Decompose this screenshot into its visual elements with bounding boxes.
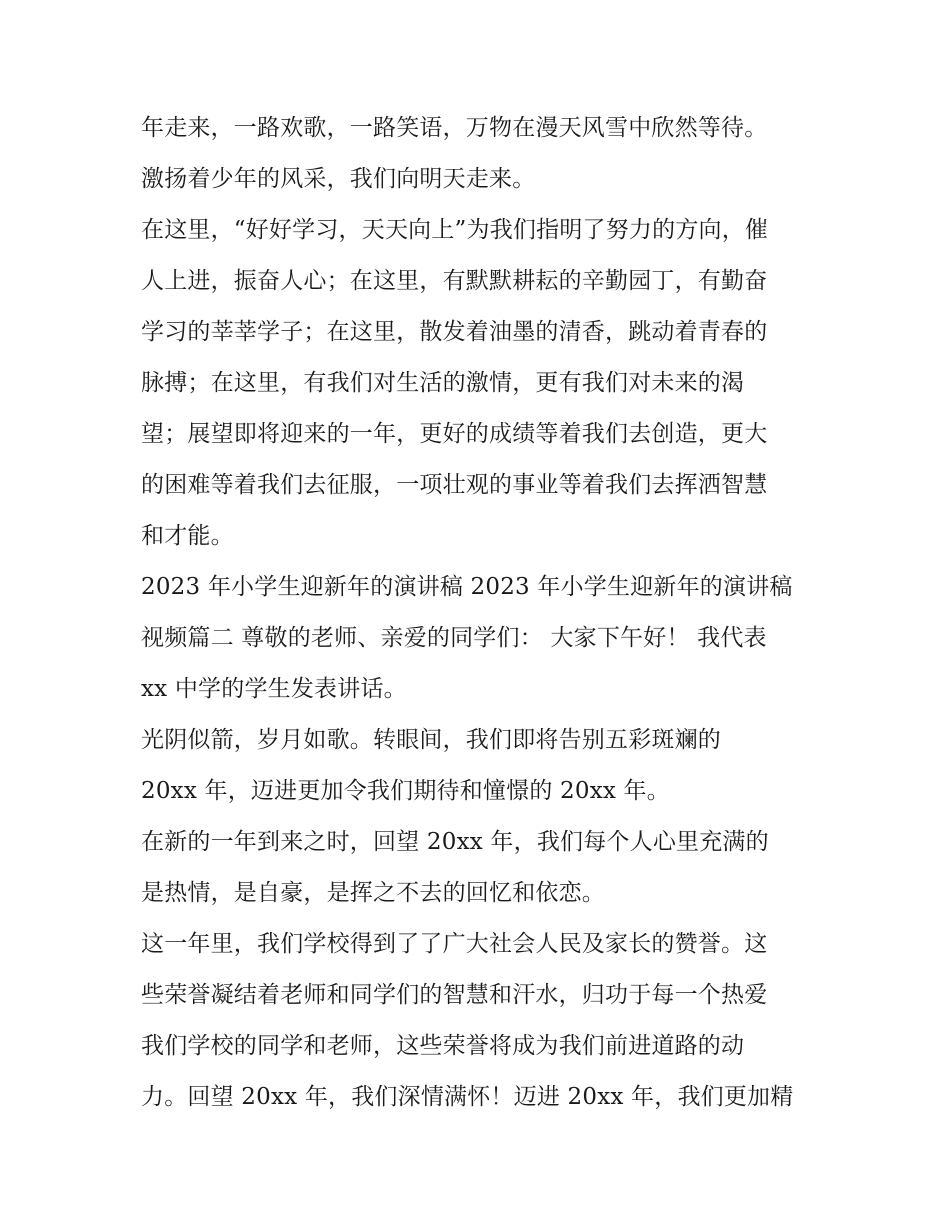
text-line: 是热情，是自豪，是挥之不去的回忆和依恋。: [141, 880, 605, 906]
text-line: 我们学校的同学和老师，这些荣誉将成为我们前进道路的动: [141, 1033, 745, 1059]
text-line: 这一年里，我们学校得到了了广大社会人民及家长的赞誉。这: [141, 931, 768, 957]
text-line: 光阴似箭，岁月如歌。转眼间，我们即将告别五彩斑斓的: [141, 727, 721, 753]
text-line: 视频篇二 尊敬的老师、亲爱的同学们： 大家下午好！ 我代表: [141, 625, 767, 651]
text-line: 力。回望 20xx 年，我们深情满怀！迈进 20xx 年，我们更加精: [141, 1084, 794, 1110]
text-line: 望；展望即将迎来的一年，更好的成绩等着我们去创造，更大: [141, 421, 768, 447]
text-line: 学习的莘莘学子；在这里，散发着油墨的清香，跳动着青春的: [141, 319, 768, 345]
text-line: xx 中学的学生发表讲话。: [141, 676, 407, 702]
text-line: 人上进，振奋人心；在这里，有默默耕耘的辛勤园丁，有勤奋: [141, 268, 768, 294]
text-line: 脉搏；在这里，有我们对生活的激情，更有我们对未来的渴: [141, 370, 745, 396]
text-line: 和才能。: [141, 523, 234, 549]
text-line: 20xx 年，迈进更加令我们期待和憧憬的 20xx 年。: [141, 778, 670, 804]
text-line: 在新的一年到来之时，回望 20xx 年，我们每个人心里充满的: [141, 829, 769, 855]
text-line: 年走来，一路欢歌，一路笑语，万物在漫天风雪中欣然等待。: [141, 115, 768, 141]
text-line: 些荣誉凝结着老师和同学们的智慧和汗水，归功于每一个热爱: [141, 982, 768, 1008]
text-line: 2023 年小学生迎新年的演讲稿 2023 年小学生迎新年的演讲稿: [141, 574, 793, 600]
text-line: 的困难等着我们去征服，一项壮观的事业等着我们去挥洒智慧: [141, 472, 768, 498]
text-line: 在这里，“好好学习，天天向上”为我们指明了努力的方向，催: [141, 217, 769, 243]
text-line: 激扬着少年的风采，我们向明天走来。: [141, 166, 536, 192]
document-body: [141, 103, 821, 1123]
